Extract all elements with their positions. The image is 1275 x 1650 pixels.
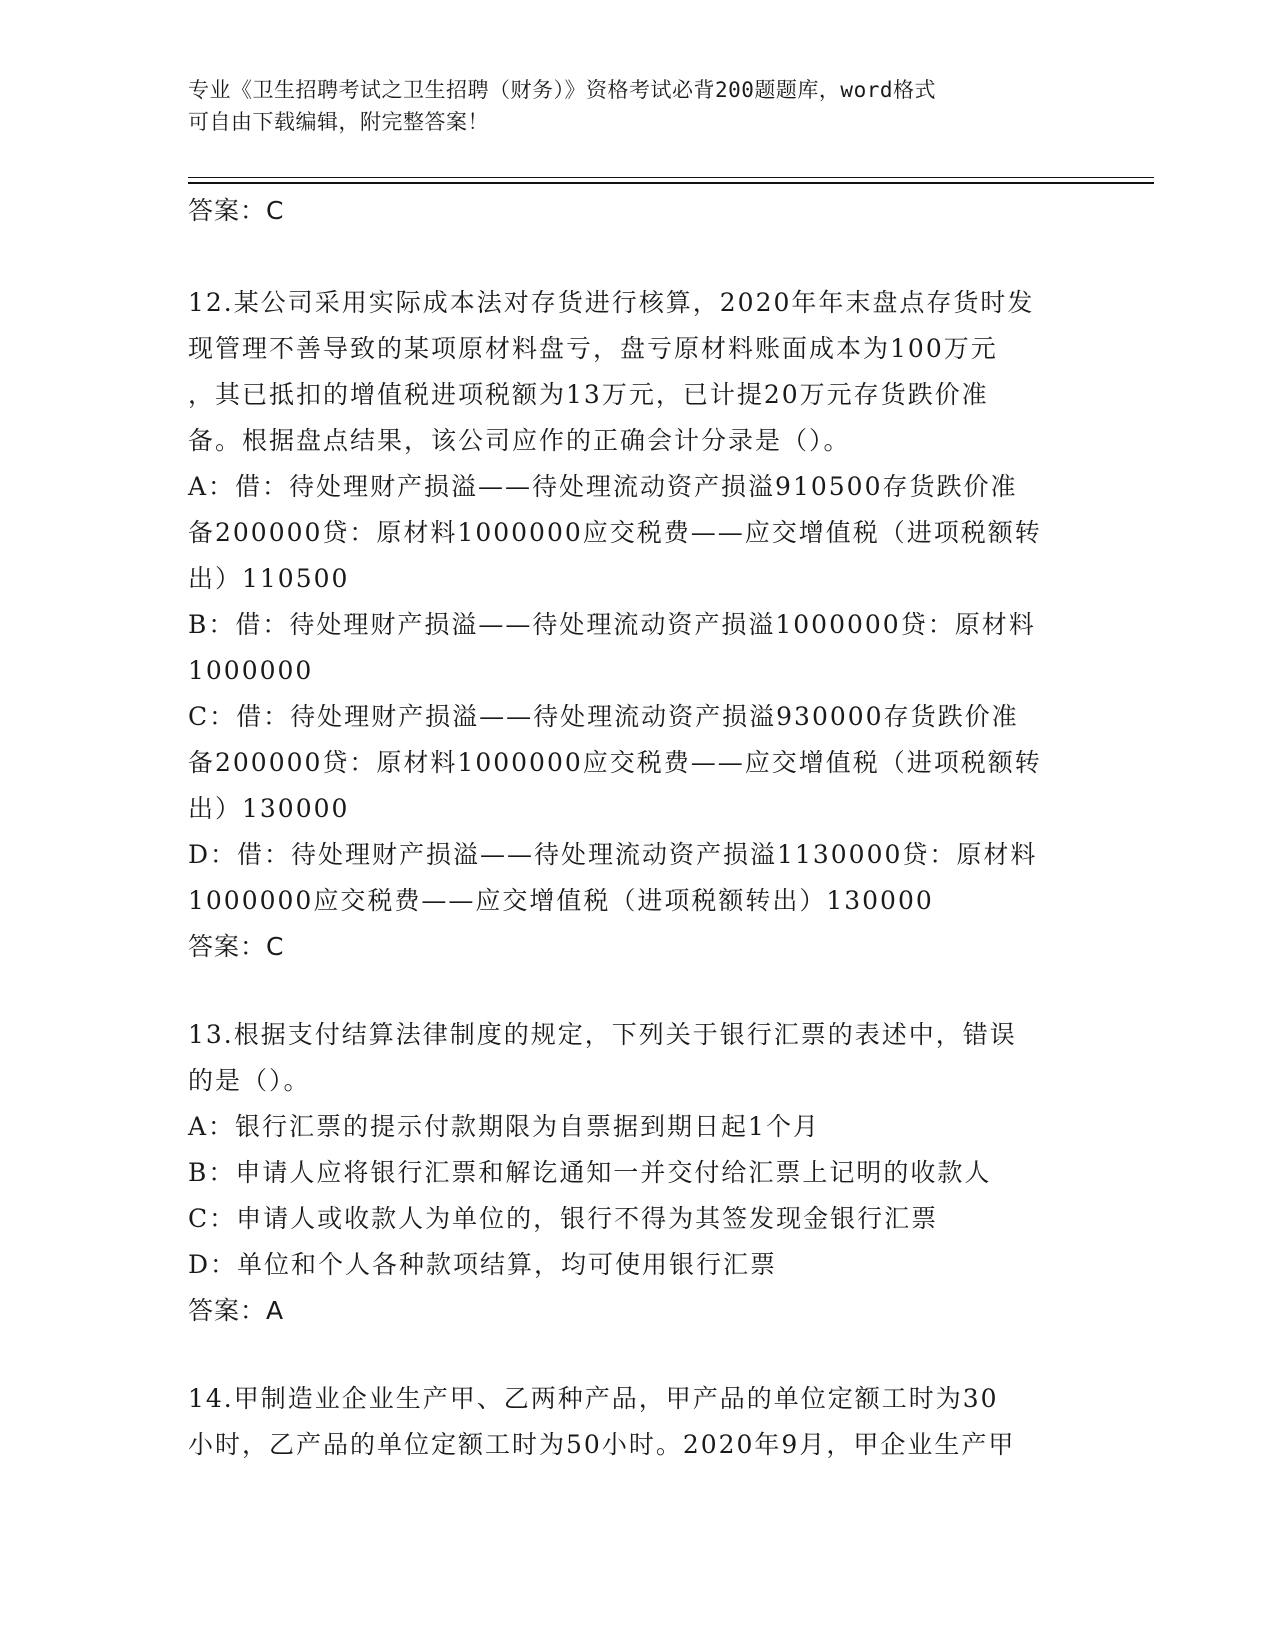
question-block-12: [188, 280, 1088, 970]
option-line: A：银行汇票的提示付款期限为自票据到期日起1个月: [188, 1112, 820, 1141]
option-line: 备200000贷：原材料1000000应交税费——应交增值税（进项税额转: [188, 518, 1042, 547]
question-block-14: [188, 1376, 1088, 1468]
document-header: [188, 74, 1068, 138]
question-line: 14.甲制造业企业生产甲、乙两种产品，甲产品的单位定额工时为30: [188, 1384, 999, 1413]
document-body: [188, 188, 1088, 1468]
option-line: 出）110500: [188, 564, 350, 593]
option-line: D：借：待处理财产损溢——待处理流动资产损溢1130000贷：原材料: [188, 840, 1038, 869]
question-block-13: [188, 1012, 1088, 1334]
question-line: 备。根据盘点结果，该公司应作的正确会计分录是（）。: [188, 426, 851, 455]
header-rule-thick: [188, 182, 1154, 184]
question-line: 现管理不善导致的某项原材料盘亏，盘亏原材料账面成本为100万元: [188, 334, 998, 363]
header-line-1: 专业《卫生招聘考试之卫生招聘（财务）》资格考试必背200题题库，word格式: [188, 78, 936, 102]
option-line: 备200000贷：原材料1000000应交税费——应交增值税（进项税额转: [188, 748, 1042, 777]
option-line: 1000000: [188, 656, 314, 685]
question-line: 13.根据支付结算法律制度的规定，下列关于银行汇票的表述中，错误: [188, 1020, 1017, 1049]
option-line: 出）130000: [188, 794, 350, 823]
option-line: B：借：待处理财产损溢——待处理流动资产损溢1000000贷：原材料: [188, 610, 1036, 639]
spacer: [188, 1334, 1088, 1376]
answer-line: 答案：A: [188, 1296, 285, 1325]
option-line: C：申请人或收款人为单位的，银行不得为其签发现金银行汇票: [188, 1204, 939, 1233]
header-rule-thin: [188, 177, 1154, 178]
question-line: 的是（）。: [188, 1066, 311, 1095]
option-line: D：单位和个人各种款项结算，均可使用银行汇票: [188, 1250, 778, 1279]
spacer: [188, 234, 1088, 280]
option-line: A：借：待处理财产损溢——待处理流动资产损溢910500存货跌价准: [188, 472, 1018, 501]
option-line: C：借：待处理财产损溢——待处理流动资产损溢930000存货跌价准: [188, 702, 1019, 731]
question-line: 小时，乙产品的单位定额工时为50小时。2020年9月，甲企业生产甲: [188, 1430, 1016, 1459]
question-line: ，其已抵扣的增值税进项税额为13万元，已计提20万元存货跌价准: [188, 380, 989, 409]
answer-line: 答案：C: [188, 932, 285, 961]
option-line: B：申请人应将银行汇票和解讫通知一并交付给汇票上记明的收款人: [188, 1158, 992, 1187]
question-line: 12.某公司采用实际成本法对存货进行核算，2020年年末盘点存货时发: [188, 288, 1035, 317]
answer-line: 答案：C: [188, 196, 285, 225]
spacer: [188, 970, 1088, 1012]
header-line-2: 可自由下载编辑，附完整答案！: [188, 110, 489, 134]
option-line: 1000000应交税费——应交增值税（进项税额转出）130000: [188, 886, 934, 915]
